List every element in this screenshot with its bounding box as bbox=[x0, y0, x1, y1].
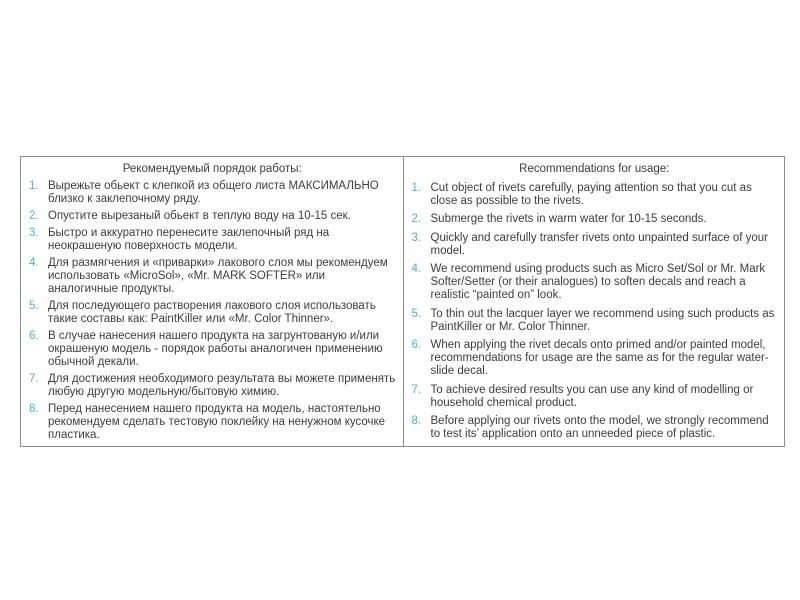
step-text: Для последующего растворения лакового слоя использовать такие составы как: PaintKiller или «Mr. Color Thinner». bbox=[48, 300, 376, 325]
step-number: 1. bbox=[411, 181, 422, 194]
column-english bbox=[403, 157, 785, 446]
column-russian bbox=[21, 157, 403, 446]
step-number: 3. bbox=[29, 227, 39, 239]
step-number: 6. bbox=[411, 339, 422, 351]
step-text: Быстро и аккуратно перенесите заклепочный ряд на неокрашеную поверхность модели. bbox=[48, 227, 330, 252]
list-item bbox=[29, 180, 396, 206]
step-text: Вырежьте обьект с клепкой из общего листа МАКСИМАЛЬНО близко к заклепочному ряду. bbox=[48, 180, 379, 205]
step-text: Для размягчения и «приварки» лакового слоя мы рекомендуем использовать «MicroSol», «Mr. MARK SOFTER» или аналогичные продукты. bbox=[48, 257, 388, 295]
step-text: Cut object of rivets carefully, paying attention so that you cut as close as possible to the rivets. bbox=[430, 181, 752, 207]
step-number: 2. bbox=[411, 213, 422, 225]
instructions-panel bbox=[20, 156, 785, 447]
list-item bbox=[412, 213, 778, 226]
column-title-english: Recommendations for usage: bbox=[519, 163, 670, 175]
step-number: 4. bbox=[29, 257, 39, 269]
step-text: To achieve desired results you can use any kind of modelling or household chemical product. bbox=[430, 383, 754, 409]
step-text: Quickly and carefully transfer rivets onto unpainted surface of your model. bbox=[430, 231, 769, 257]
step-number: 2. bbox=[29, 210, 39, 222]
step-text: Для достижения необходимого результата вы можете применять любую другую модельную/бытовую химию. bbox=[48, 373, 396, 398]
list-item bbox=[29, 330, 396, 369]
list-item bbox=[412, 384, 778, 410]
step-number: 5. bbox=[29, 300, 39, 312]
list-item bbox=[29, 227, 396, 253]
step-number: 8. bbox=[411, 415, 422, 427]
list-item bbox=[29, 257, 396, 296]
list-item bbox=[29, 373, 396, 399]
list-item bbox=[412, 263, 778, 302]
list-item bbox=[412, 182, 778, 208]
step-text: В случае нанесения нашего продукта на загрунтованую и/или окрашеную модель - порядок работы аналогичен применению обычной декали. bbox=[48, 330, 383, 368]
step-text: To thin out the lacquer layer we recommend using such products as PaintKiller or Mr. Color Thinner. bbox=[430, 307, 775, 333]
step-text: When applying the rivet decals onto primed and/or painted model, recommendations for usage are the same as for the regular water-slide decal. bbox=[430, 339, 769, 377]
list-item bbox=[412, 232, 778, 258]
column-title-russian: Рекомендуемый порядок работы: bbox=[122, 163, 302, 175]
list-item bbox=[412, 308, 778, 334]
step-number: 5. bbox=[411, 307, 422, 320]
step-number: 6. bbox=[29, 330, 39, 342]
list-item bbox=[412, 415, 778, 441]
step-number: 8. bbox=[29, 403, 39, 415]
step-number: 1. bbox=[29, 180, 39, 192]
step-number: 7. bbox=[411, 383, 422, 396]
step-text: Before applying our rivets onto the model, we strongly recommend to test its’ application onto an unneeded piece of plastic. bbox=[430, 415, 769, 440]
step-text: Перед нанесением нашего продукта на модель, настоятельно рекомендуем сделать тестовую поклейку на ненужном кусочке пластика. bbox=[48, 403, 386, 441]
list-item bbox=[29, 300, 396, 326]
steps-list-english bbox=[412, 182, 778, 442]
step-number: 3. bbox=[411, 231, 422, 244]
step-text: We recommend using products such as Micro Set/Sol or Mr. Mark Softer/Setter (or their analogues) to soften decals and reach a realistic “painted on” look. bbox=[430, 263, 766, 301]
steps-list-russian bbox=[29, 180, 396, 442]
list-item bbox=[412, 339, 778, 378]
list-item bbox=[29, 403, 396, 442]
list-item bbox=[29, 210, 396, 223]
step-text: Submerge the rivets in warm water for 10-15 seconds. bbox=[430, 213, 707, 225]
step-text: Опустите вырезаный обьект в теплую воду на 10-15 сек. bbox=[48, 210, 351, 222]
step-number: 7. bbox=[29, 373, 39, 385]
step-number: 4. bbox=[411, 263, 422, 275]
